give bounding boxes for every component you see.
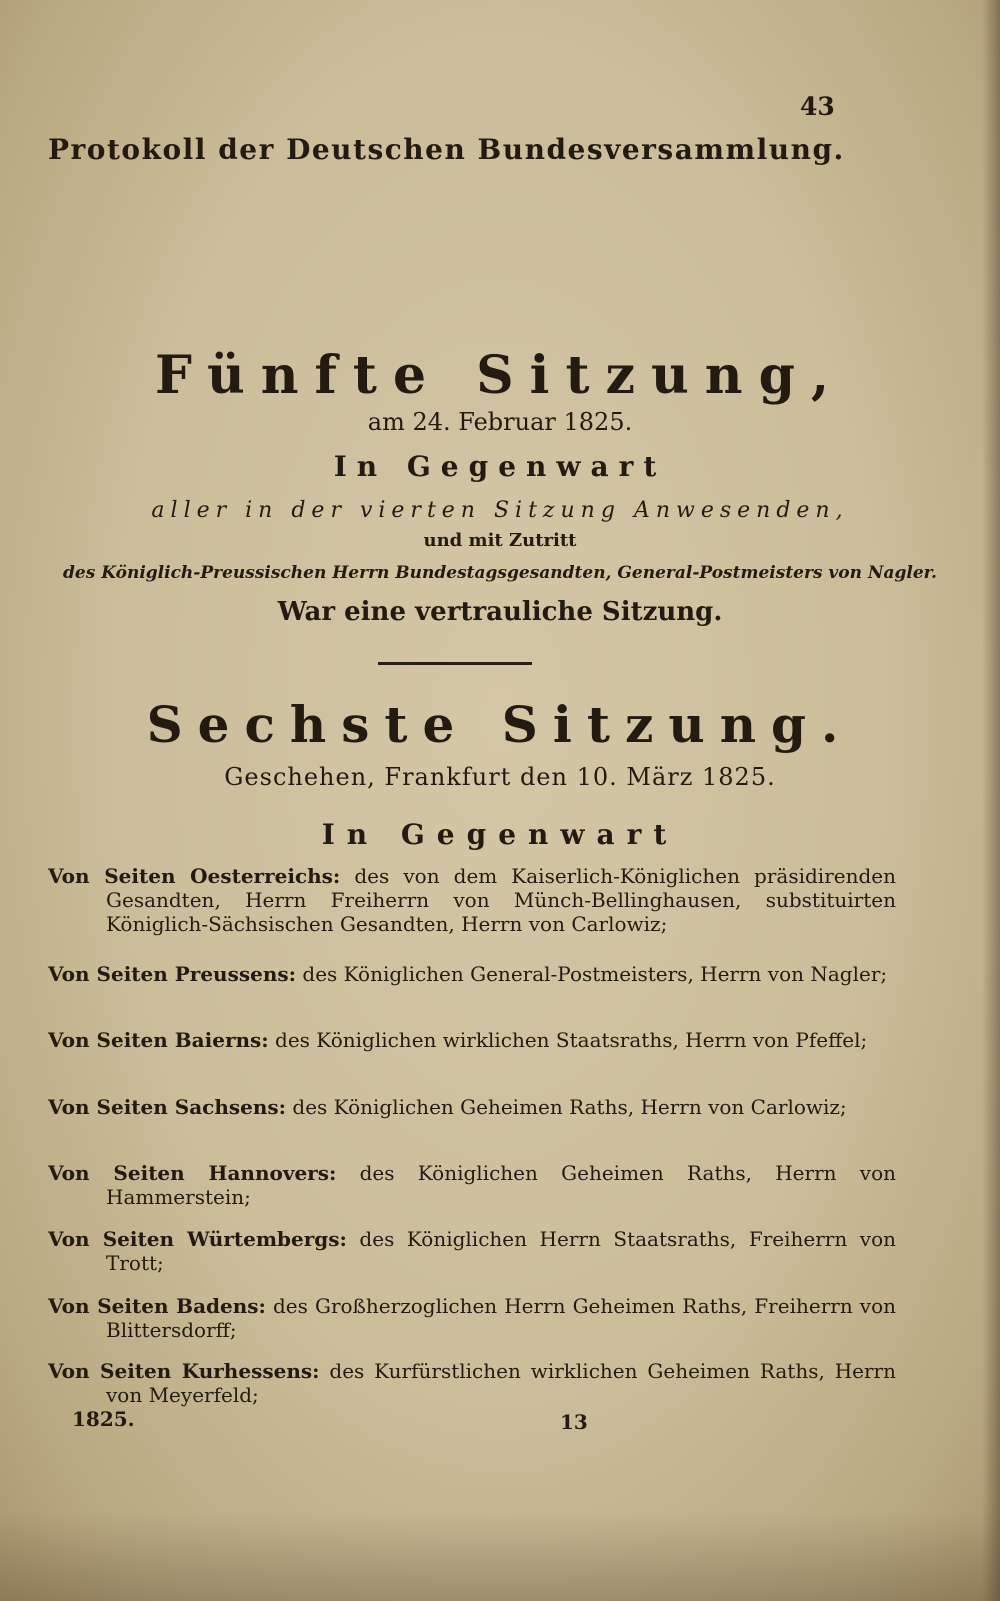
page-number: 43: [800, 92, 835, 121]
attendee-entry-baiern: [48, 1028, 896, 1052]
entry-text: des Kurfürstlichen wirklichen Geheimen Raths, Herrn von Meyerfeld;: [106, 1359, 896, 1407]
footer-year: 1825.: [72, 1407, 135, 1431]
entry-text: des Königlichen General-Postmeisters, Herrn von Nagler;: [296, 962, 888, 986]
attendee-entry-sachsen: [48, 1095, 896, 1119]
running-head: Protokoll der Deutschen Bundesversammlung.: [48, 133, 845, 166]
entry-lead: Von Seiten Kurhessens:: [48, 1359, 320, 1383]
attendee-entry-baden: [48, 1294, 896, 1342]
entry-text: des Königlichen Geheimen Raths, Herrn von Hammerstein;: [106, 1161, 896, 1209]
entry-lead: Von Seiten Würtembergs:: [48, 1227, 347, 1251]
session-five-all-present: aller in der vierten Sitzung Anwesenden,: [151, 498, 849, 523]
page-edge-shadow: [982, 0, 1000, 1601]
session-five-guest: des Königlich-Preussischen Herrn Bundestagsgesandten, General-Postmeisters von Nagler.: [63, 563, 937, 583]
entry-text: des Königlichen wirklichen Staatsraths, Herrn von Pfeffel;: [268, 1028, 868, 1052]
attendee-entry-oesterreich: [48, 864, 896, 936]
entry-lead: Von Seiten Preussens:: [48, 962, 297, 986]
entry-lead: Von Seiten Sachsens:: [48, 1095, 287, 1119]
entry-lead: Von Seiten Hannovers:: [48, 1161, 337, 1185]
session-five-date: am 24. Februar 1825.: [367, 408, 633, 436]
entry-lead: Von Seiten Badens:: [48, 1294, 266, 1318]
entry-text: des Königlichen Geheimen Raths, Herrn von Carlowiz;: [286, 1095, 847, 1119]
session-six-date: Geschehen, Frankfurt den 10. März 1825.: [224, 763, 776, 791]
session-six-title: Sechste Sitzung.: [146, 695, 854, 754]
entry-text: des von dem Kaiserlich-Königlichen präsidirenden Gesandten, Herrn Freiherrn von Münch-Bellinghausen, substituirten Königlich-Sächsischen Gesandten, Herrn von Carlowiz;: [106, 864, 896, 936]
attendee-entry-kurhessen: [48, 1359, 896, 1407]
session-five-presence: In Gegenwart: [333, 450, 667, 483]
entry-text: des Königlichen Herrn Staatsraths, Freiherrn von Trott;: [106, 1227, 896, 1275]
session-five-title: Fünfte Sitzung,: [154, 345, 846, 406]
entry-lead: Von Seiten Baierns:: [48, 1028, 269, 1052]
section-divider: [378, 662, 532, 665]
entry-lead: Von Seiten Oesterreichs:: [48, 864, 341, 888]
attendee-entry-hannover: [48, 1161, 896, 1209]
footer-signature: 13: [560, 1410, 588, 1434]
session-five-zutritt: und mit Zutritt: [423, 530, 577, 551]
attendee-entry-wuertemberg: [48, 1227, 896, 1275]
page-bottom-shadow: [0, 1511, 1000, 1601]
session-five-note: War eine vertrauliche Sitzung.: [277, 597, 723, 627]
attendee-entry-preussen: [48, 962, 896, 986]
session-six-presence: In Gegenwart: [321, 818, 679, 851]
entry-text: des Großherzoglichen Herrn Geheimen Raths, Freiherrn von Blittersdorff;: [106, 1294, 896, 1342]
